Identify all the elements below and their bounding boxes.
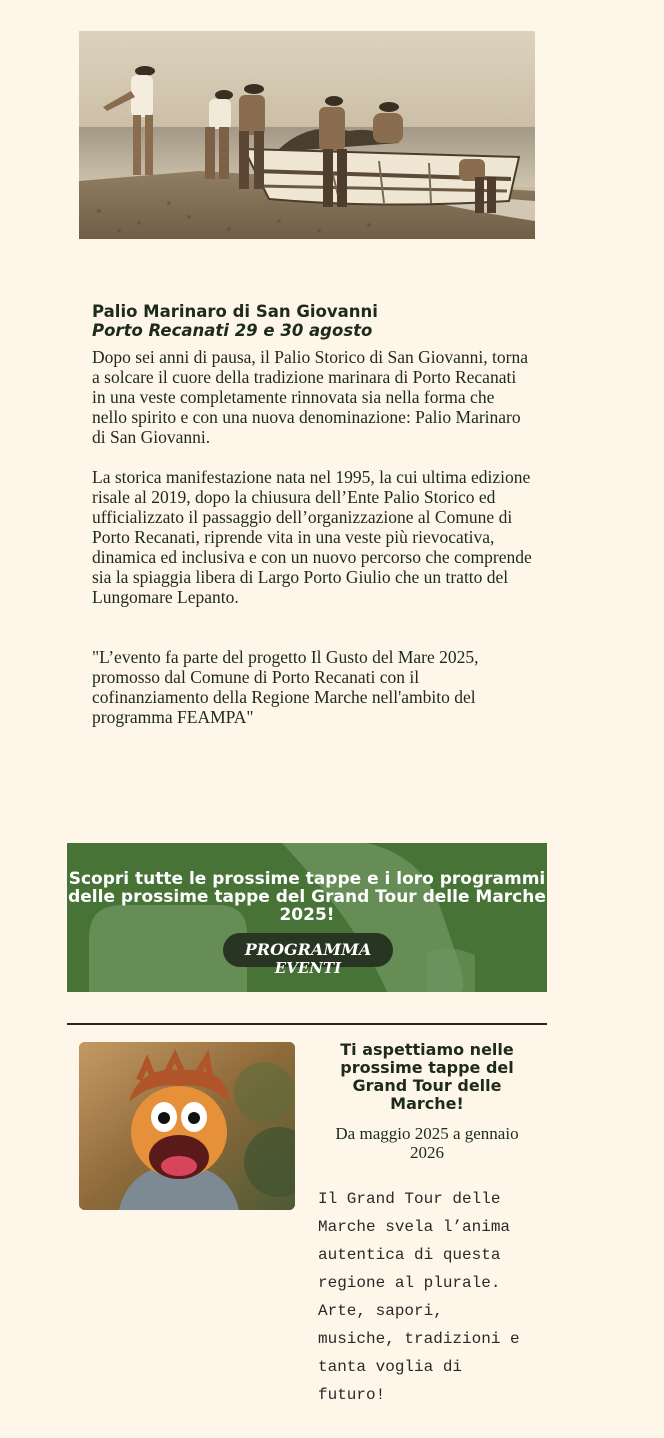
- sidebar-dates: Da maggio 2025 a gennaio 2026: [335, 1124, 519, 1162]
- cta-label-line2: EVENTI: [274, 959, 342, 977]
- muppet-image: [79, 1042, 295, 1210]
- muppet-illustration: [79, 1042, 295, 1210]
- article-title: Palio Marinaro di San Giovanni: [92, 302, 378, 321]
- grand-tour-sidebar: [318, 1041, 536, 1409]
- article-paragraph-2: La storica manifestazione nata nel 1995, la cui ultima edizione risale al 2019, dopo la chiusura dell’Ente Palio Storico ed ufficializzato il passaggio dell’organizzazione al Comune di Porto Recanati, riprende vita in una veste più rievocativa, dinamica ed inclusiva e con un nuovo percorso che comprende sia la spiaggia libera di Largo Porto Giulio che un tratto del Lungomare Lepanto.: [92, 467, 532, 607]
- cta-label-line1: PROGRAMMA: [244, 940, 372, 959]
- sidebar-title: Ti aspettiamo nelle prossime tappe del Grand Tour delle Marche!: [340, 1040, 514, 1113]
- hero-photo-boat: [79, 31, 535, 239]
- banner-text: Scopri tutte le prossime tappe e i loro programmi delle prossime tappe del Grand Tour delle Marche 2025!: [68, 869, 546, 925]
- hero-illustration: [79, 31, 535, 239]
- article: [92, 302, 532, 727]
- article-subtitle: Porto Recanati 29 e 30 agosto: [92, 321, 373, 340]
- section-divider: [67, 1023, 547, 1025]
- sidebar-body: Il Grand Tour delle Marche svela l’anima autentica di questa regione al plurale. Arte, sapori, musiche, tradizioni e tanta voglia di futuro!: [318, 1190, 520, 1404]
- article-paragraph-1: Dopo sei anni di pausa, il Palio Storico di San Giovanni, torna a solcare il cuore della tradizione marinara di Porto Recanati in una veste completamente rinnovata sia nella forma che nello spirito e con una nuova denominazione: Palio Marinaro di San Giovanni.: [92, 347, 528, 447]
- programma-eventi-button[interactable]: [223, 933, 393, 977]
- events-banner: [67, 843, 547, 992]
- article-paragraph-3: "L’evento fa parte del progetto Il Gusto del Mare 2025, promosso dal Comune di Porto Recanati con il cofinanziamento della Regione Marche nell'ambito del programma FEAMPA": [92, 647, 479, 727]
